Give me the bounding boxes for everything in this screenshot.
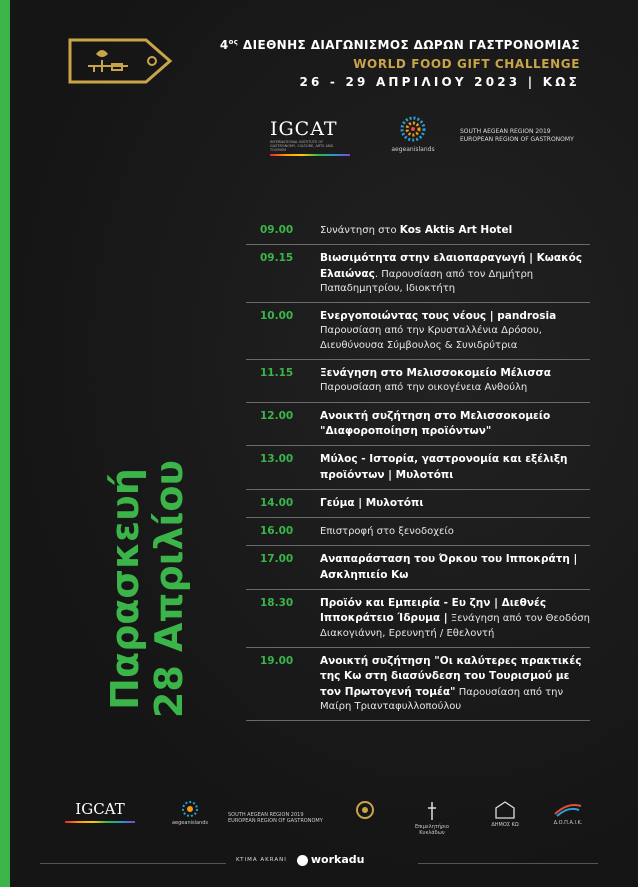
schedule-row [246,245,590,303]
schedule-description: Ενεργοποιώντας τους νέους | pandrosia Παρουσίαση από την Κρυσταλλένια Δρόσου, Διευθύνουσα Σύμβουλος & Συνιδρύτρια [320,310,557,351]
schedule-description: Γεύμα | Μυλοτόπι [320,496,424,509]
partner-logos-top [260,116,590,160]
day-date: 28 Απριλίου [147,459,191,719]
schedule-list [246,217,590,721]
gift-tag-logo [66,36,176,86]
footer-igcat-logo: IGCAT [60,800,140,823]
schedule-time: 17.00 [260,553,294,566]
schedule-row [246,403,590,447]
schedule-row [246,490,590,518]
event-header [220,38,580,89]
schedule-time: 12.00 [260,409,294,422]
event-dates: 26 - 29 ΑΠΡΙΛΙΟΥ 2023 | ΚΩΣ [299,75,580,89]
event-title-en: WORLD FOOD GIFT CHALLENGE [353,57,580,71]
schedule-row [246,360,590,403]
schedule-time: 19.00 [260,654,294,667]
footer-dopaik-logo: Δ.Ο.Π.Α.Ι.Κ. [538,800,598,826]
schedule-description: Προϊόν και Εμπειρία - Ευ ζην | Διεθνές Ιπποκράτειο Ίδρυμα | Ξενάγηση από τον Θεοδόση Διακογιάννη, Ερευνητή / Εθελοντή [320,597,590,639]
schedule-description: Ανοικτή συζήτηση "Οι καλύτερες πρακτικές της Κω στη διασύνδεση του Τουρισμού με τον Πρωτογενή τομέα" Παρουσίαση από την Μαίρη Τριανταφυλλοπούλου [320,654,582,712]
schedule-description: Επιστροφή στο ξενοδοχείο [320,526,454,538]
igcat-logo: IGCAT INTERNATIONAL INSTITUTE OF GASTRONOMY, CULTURE, ARTS AND TOURISM [270,118,350,156]
footer-epimelitirio-logo: Επιμελητήριο Κυκλάδων [402,800,462,836]
south-aegean-logo: SOUTH AEGEAN REGION 2019 EUROPEAN REGION OF GASTRONOMY [460,128,574,143]
schedule-time: 09.15 [260,252,294,265]
day-name: Παρασκευή [103,468,147,710]
schedule-row [246,446,590,490]
footer-dimos-ko-logo: ΔΗΜΟΣ ΚΩ [480,800,530,828]
ktima-akrani-logo: KTIMA AKRANI [236,856,287,863]
schedule-row [246,518,590,546]
schedule-description: Ξενάγηση στο Μελισσοκομείο Μέλισσα Παρουσίαση από την οικογένεια Ανθούλη [320,367,551,394]
event-title-gr: $4^{o\varsigma}$ ΔΙΕΘΝΗΣ ΔΙΑΓΩΝΙΣΜΟΣ ΔΩΡΩΝ ΓΑΣΤΡΟΝΟΜΙΑΣ [219,38,580,52]
schedule-time: 16.00 [260,525,294,538]
footer-chamber-seal [340,800,390,822]
day-label [92,420,191,790]
partner-logos-bottom [60,800,600,840]
schedule-description: Βιωσιμότητα στην ελαιοπαραγωγή | Κωακός Ελαιώνας. Παρουσίαση από τον Δημήτρη Παπαδημητρίου, Ιδιοκτήτη [320,252,583,294]
schedule-row [246,217,590,245]
schedule-time: 10.00 [260,310,294,323]
schedule-row [246,546,590,590]
schedule-description: Ανοικτή συζήτηση στο Μελισσοκομείο "Διαφοροποίηση προϊόντων" [320,409,551,437]
schedule-time: 09.00 [260,224,294,236]
footer-aegean-logo: aegeanislands [160,800,220,826]
schedule-row [246,648,590,721]
aegean-islands-logo: aegeanislands [378,116,448,153]
schedule-description: Αναπαράσταση του Όρκου του Ιπποκράτη | Ασκληπιείο Κω [320,553,578,581]
sponsor-strip [0,850,638,887]
schedule-row [246,303,590,360]
workadu-logo: workadu [297,853,365,866]
schedule-description: Μύλος - Ιστορία, γαστρονομία και εξέλιξη προϊόντων | Μυλοτόπι [320,453,568,481]
schedule-description: Συνάντηση στο Kos Aktis Art Hotel [320,224,513,236]
schedule-time: 14.00 [260,496,294,509]
schedule-time: 18.30 [260,597,294,610]
schedule-row [246,590,590,648]
green-side-bar [0,0,10,887]
footer-south-aegean-logo: SOUTH AEGEAN REGION 2019 EUROPEAN REGION OF GASTRONOMY [228,812,323,824]
schedule-time: 11.15 [260,367,294,380]
schedule-time: 13.00 [260,453,294,466]
